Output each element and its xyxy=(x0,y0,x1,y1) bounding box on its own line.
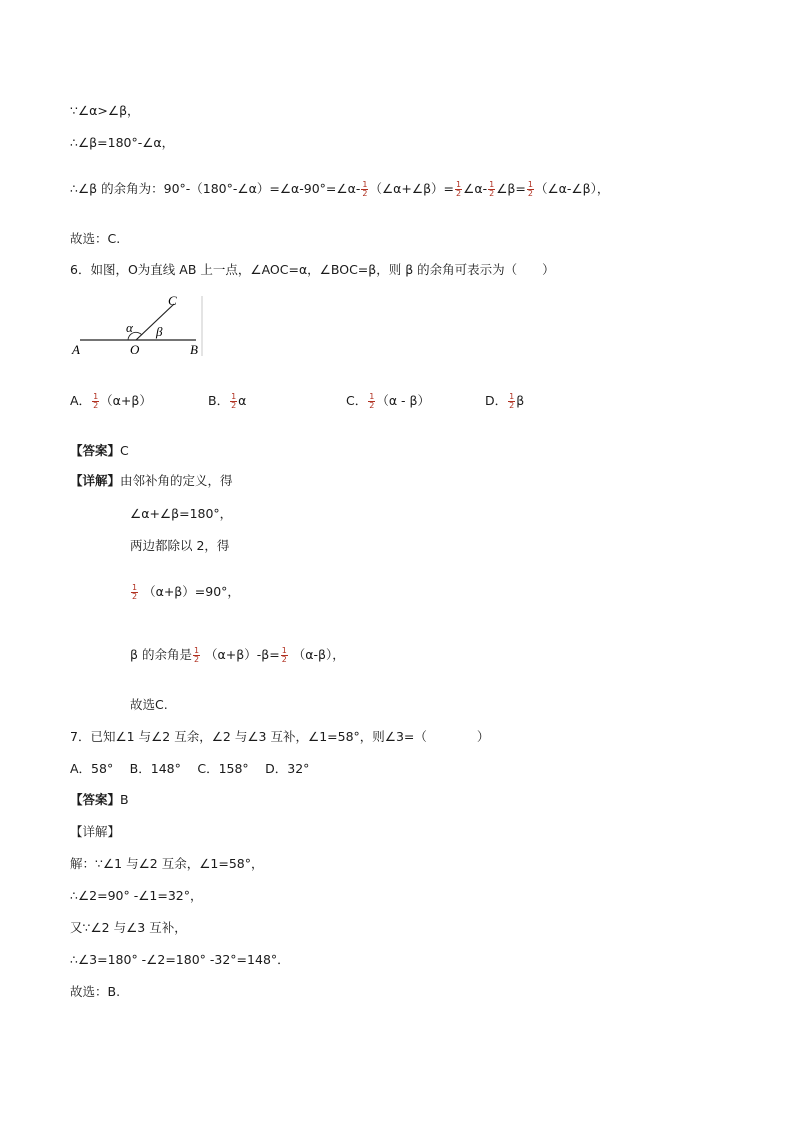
q6-choice: 故选C. xyxy=(130,697,168,712)
label-a: A xyxy=(72,342,80,356)
q6-option-b: B． $\frac{1}{2}$ α xyxy=(208,392,247,410)
q6-step-4: β 的余角是 $\frac{1}{2}$ （α+β）-β= $\frac{1}{2}$ （α-β）， xyxy=(130,646,345,664)
q6-option-c: C． $\frac{1}{2}$ （α - β） xyxy=(346,392,431,410)
fraction-half: $\frac{1}{2}$ xyxy=(362,180,368,198)
q7-step-4: ∴∠3=180° -∠2=180° -32°=148°． xyxy=(70,952,290,967)
fraction-half: $\frac{1}{2}$ xyxy=(369,392,375,410)
answer-value: C xyxy=(120,443,129,458)
q7-stem: 7．已知∠1 与∠2 互余，∠2 与∠3 互补，∠1=58°，则∠3=（ ） xyxy=(70,729,490,744)
fraction-half: $\frac{1}{2}$ xyxy=(281,646,287,664)
answer-label: 【答案】 xyxy=(70,443,121,458)
prev-line-3: ∴∠β 的余角为：90°-（180°-∠α）=∠α-90°=∠α- $\frac{1}{2}$ （∠α+∠β）= $\frac{1}{2}$ ∠α- $\frac{1}{2}$ ∠β= $\frac{1}{2}$ （∠α-∠β）， xyxy=(70,180,610,198)
q7-choice: 故选：B. xyxy=(70,984,121,999)
label-beta: β xyxy=(156,324,163,339)
q6-option-d: D． $\frac{1}{2}$ β xyxy=(485,392,525,410)
label-o: O xyxy=(130,342,140,356)
prev-line-2: ∴∠β=180°-∠α， xyxy=(70,135,175,150)
answer-value: B xyxy=(120,792,129,807)
fraction-half: $\frac{1}{2}$ xyxy=(193,646,200,664)
fraction-half: $\frac{1}{2}$ xyxy=(231,392,237,410)
q6-option-a: A． $\frac{1}{2}$ （α+β） xyxy=(70,392,152,410)
fraction-half: $\frac{1}{2}$ xyxy=(489,180,495,198)
q6-answer xyxy=(70,442,129,460)
q7-answer xyxy=(70,791,129,809)
q7-step-3: 又∵∠2 与∠3 互补， xyxy=(70,920,187,935)
q6-step-2: 两边都除以 2，得 xyxy=(130,538,230,553)
label-alpha: α xyxy=(126,320,133,335)
fraction-half: $\frac{1}{2}$ xyxy=(509,392,515,410)
fraction-half: $\frac{1}{2}$ xyxy=(132,583,138,601)
q7-options: A．58° B．148° C．158° D．32° xyxy=(70,761,310,776)
fraction-half: $\frac{1}{2}$ xyxy=(527,180,533,198)
q7-detail-label: 【详解】 xyxy=(70,824,121,839)
q6-step-1: ∠α+∠β=180°， xyxy=(130,506,233,521)
fraction-half: $\frac{1}{2}$ xyxy=(93,392,99,410)
q6-step-3: $\frac{1}{2}$ （α+β）=90°， xyxy=(132,583,240,601)
q7-step-2: ∴∠2=90° -∠1=32°， xyxy=(70,888,203,903)
q6-figure xyxy=(70,292,210,360)
label-c: C xyxy=(168,293,177,308)
answer-label: 【答案】 xyxy=(70,792,121,807)
q6-stem: 6．如图，O为直线 AB 上一点，∠AOC=α，∠BOC=β，则 β 的余角可表示为（ ） xyxy=(70,262,555,277)
q7-step-1: 解：∵∠1 与∠2 互余，∠1=58°， xyxy=(70,856,264,871)
prev-line-1: ∵∠α>∠β， xyxy=(70,103,140,118)
label-b: B xyxy=(190,342,198,356)
angle-diagram xyxy=(70,292,210,356)
q6-detail: 【详解】由邻补角的定义，得 xyxy=(70,473,233,488)
detail-label: 【详解】 xyxy=(70,473,121,488)
prev-choice: 故选：C. xyxy=(70,231,121,246)
fraction-half: $\frac{1}{2}$ xyxy=(456,180,462,198)
